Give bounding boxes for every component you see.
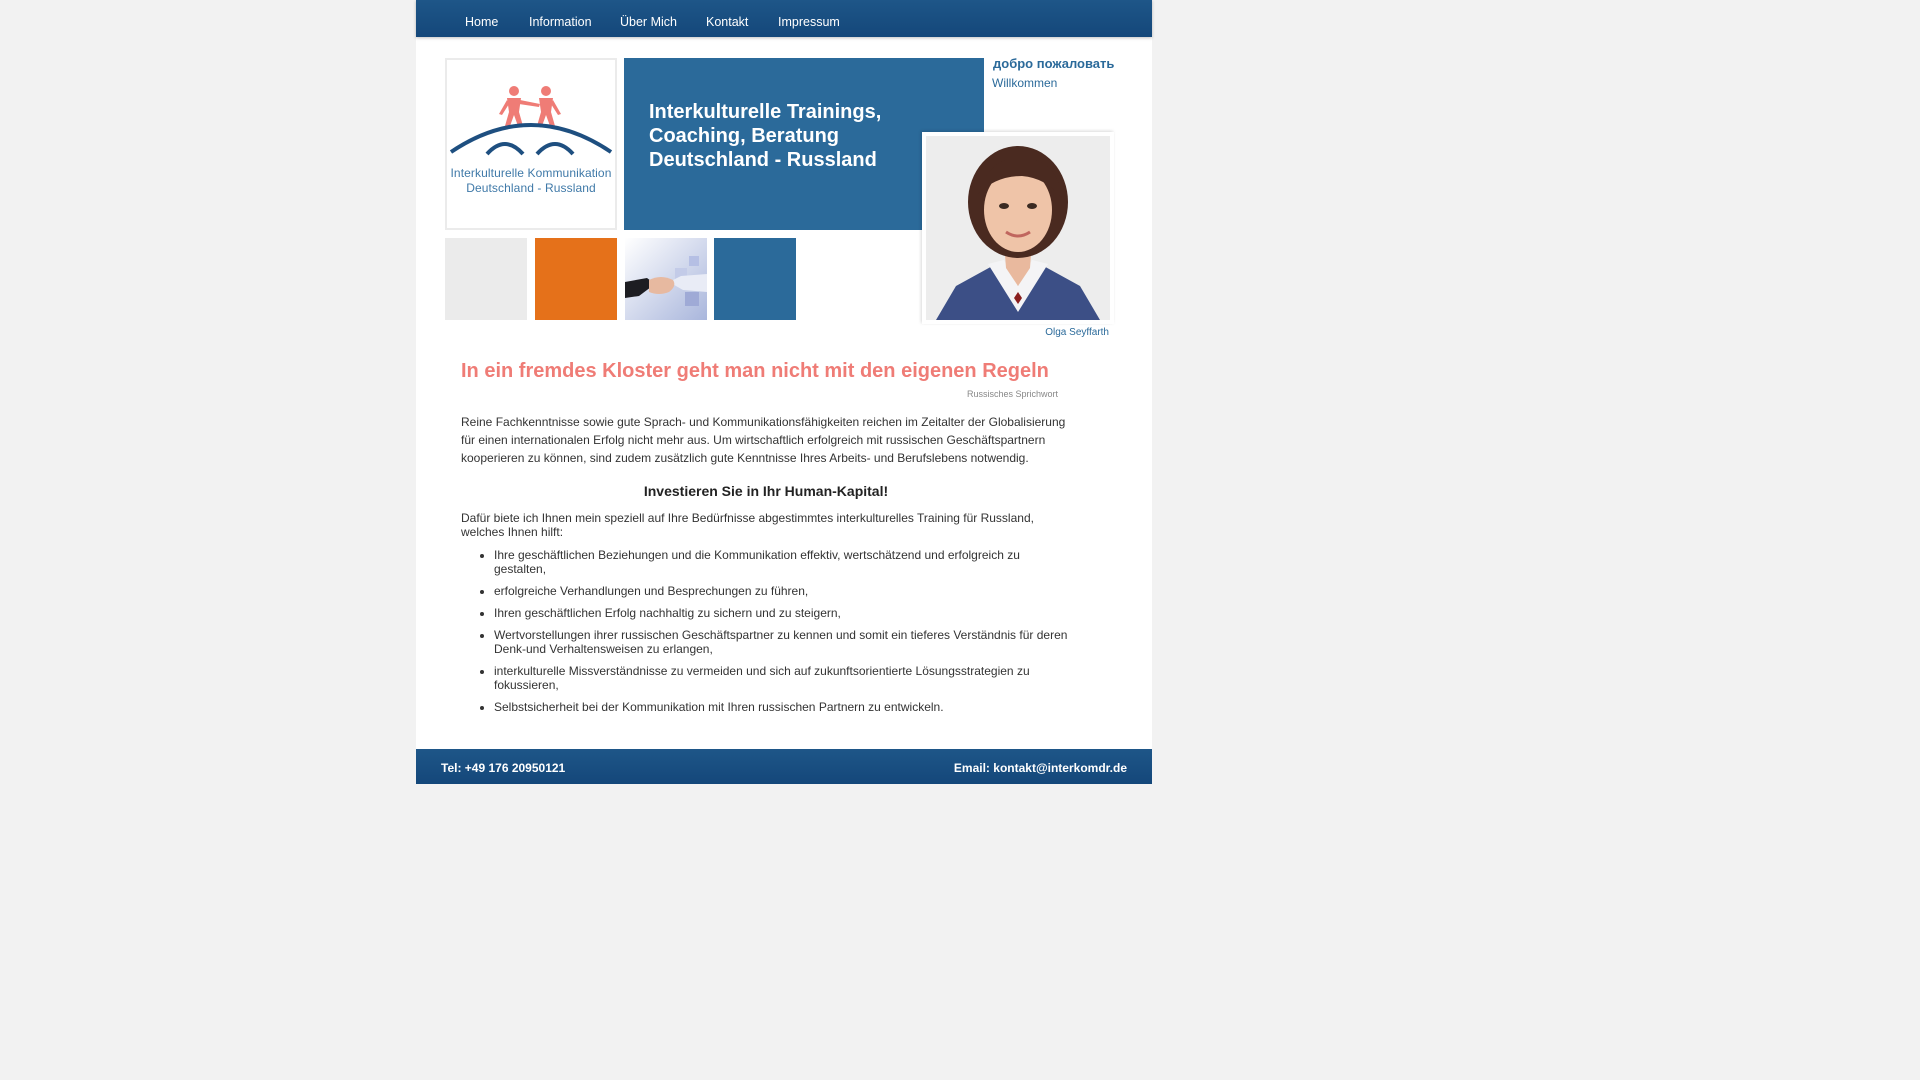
- list-item: • Ihre geschäftlichen Beziehungen und die Kommunikation effektiv, wertschätzend und erfolgreich zu gestalten,: [494, 548, 1071, 576]
- intro-paragraph: Reine Fachkenntnisse sowie gute Sprach- und Kommunikationsfähigkeiten reichen im Zeitalter der Globalisierung für einen internationalen Erfolg nicht mehr aus. Um wirtschaftlich erfolgreich mit russischen Geschäftspartnern kooperieren zu können, sind zudem zusätzlich gute Kenntnisse Ihres Arbeits- und Berufslebens notwendig.: [461, 415, 1066, 465]
- footer-email: [954, 761, 1127, 775]
- nav-kontakt[interactable]: Kontakt: [706, 15, 749, 29]
- logo-line-1: Interkulturelle Kommunikation: [450, 166, 612, 180]
- portrait-frame: [922, 132, 1114, 324]
- list-item: • interkulturelle Missverständnisse zu vermeiden und sich auf zukunftsorientierte Lösungsstrategien zu fokussieren,: [494, 664, 1071, 692]
- portrait-photo: [926, 136, 1110, 320]
- portrait-caption: Olga Seyffarth: [1045, 327, 1109, 338]
- subheading: Investieren Sie in Ihr Human-Kapital!: [643, 483, 889, 499]
- nav-information[interactable]: Information: [529, 15, 592, 29]
- footer: [416, 747, 1152, 784]
- nav-impressum[interactable]: Impressum: [778, 15, 840, 29]
- portrait-image: [926, 136, 1110, 320]
- nav-ueber-mich[interactable]: Über Mich: [620, 15, 677, 29]
- logo[interactable]: [445, 58, 617, 230]
- list-item: • Ihren geschäftlichen Erfolg nachhaltig zu sichern und zu steigern,: [494, 606, 1071, 620]
- nav-home[interactable]: Home: [465, 15, 499, 29]
- tile-handshake: [625, 238, 707, 320]
- footer-email-label: Email:: [953, 761, 990, 775]
- list-item: • erfolgreiche Verhandlungen und Besprechungen zu führen,: [494, 584, 1071, 598]
- logo-panel: [447, 60, 615, 228]
- tile-grey: [445, 238, 527, 320]
- list-item: • Selbstsicherheit bei der Kommunikation mit Ihren russischen Partnern zu entwickeln.: [494, 700, 1071, 714]
- quote-heading: In ein fremdes Kloster geht man nicht mit den eigenen Regeln: [461, 360, 1049, 382]
- logo-figures-icon: [447, 60, 615, 170]
- benefits-list: [461, 548, 1071, 722]
- welcome-russian: добро пожаловать: [993, 56, 1115, 71]
- tile-blue: [714, 238, 796, 320]
- footer-email-link[interactable]: kontakt@interkomdr.de: [993, 761, 1127, 775]
- main-navigation: [416, 0, 1152, 37]
- quote-source: Russisches Sprichwort: [966, 389, 1058, 399]
- welcome-german: Willkommen: [992, 76, 1058, 90]
- lead-paragraph: Dafür biete ich Ihnen mein speziell auf Ihre Bedürfnisse abgestimmtes interkulturelles Training für Russland, welches Ihnen hilft:: [461, 511, 1034, 539]
- handshake-icon: [625, 238, 707, 320]
- footer-phone: Tel: +49 176 20950121: [441, 761, 566, 775]
- logo-line-2: Deutschland - Russland: [466, 181, 596, 195]
- list-item: • Wertvorstellungen ihrer russischen Geschäftspartner zu kennen und somit ein tieferes Verständnis für deren Denk-und Verhaltensweisen zu erlangen,: [494, 628, 1071, 656]
- hero-title: Interkulturelle Trainings, Coaching, Beratung Deutschland - Russland: [649, 101, 882, 171]
- page: [416, 0, 1152, 784]
- tile-orange: [535, 238, 617, 320]
